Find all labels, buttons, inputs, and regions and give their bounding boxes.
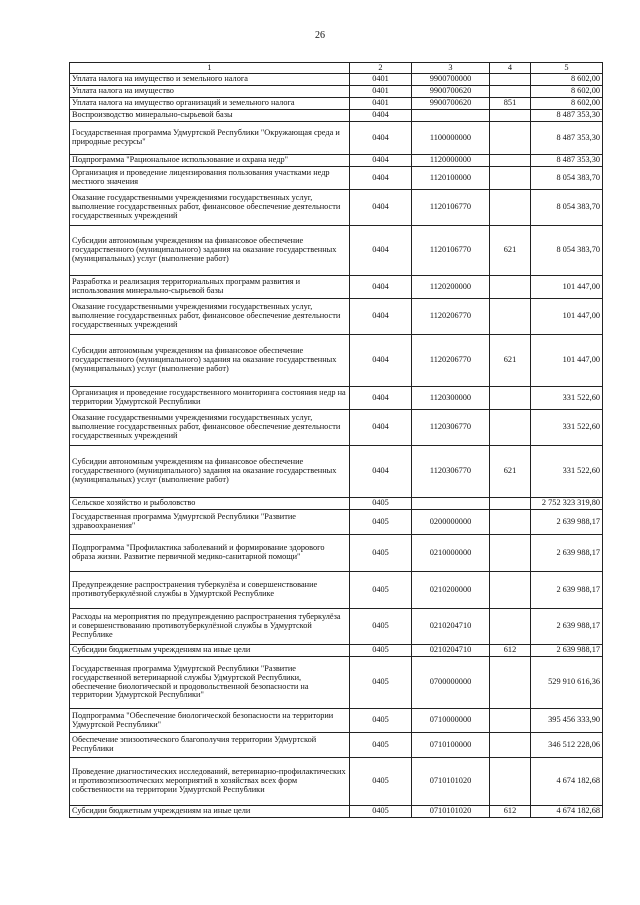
row-name-cell: Уплата налога на имущество (70, 86, 350, 98)
row-section-cell: 0405 (350, 645, 412, 657)
row-sum-cell: 2 639 988,17 (531, 572, 603, 609)
row-csr-cell (412, 498, 490, 510)
row-name-cell: Обеспечение эпизоотического благополучия территории Удмуртской Республики (70, 733, 350, 758)
table-row (70, 806, 603, 818)
row-sum-cell: 8 602,00 (531, 98, 603, 110)
row-name-cell: Субсидии автономным учреждениям на финансовое обеспечение государственного (муниципального) задания на оказание государственных (муниципальных) услуг (выполнение работ) (70, 226, 350, 276)
row-name-cell: Оказание государственными учреждениями государственных услуг, выполнение государственных работ, финансовое обеспечение деятельности государственных учреждений (70, 410, 350, 446)
row-csr-cell: 0210204710 (412, 645, 490, 657)
row-section-cell: 0404 (350, 155, 412, 167)
row-sum-cell: 331 522,60 (531, 446, 603, 498)
row-section-cell: 0404 (350, 387, 412, 410)
table-row (70, 167, 603, 190)
row-sum-cell: 331 522,60 (531, 410, 603, 446)
row-sum-cell: 101 447,00 (531, 335, 603, 387)
row-vr-cell (490, 387, 531, 410)
row-name-cell: Расходы на мероприятия по предупреждению распространения туберкулёза и совершенствованию противотуберкулёзной службы в Удмуртской Республике (70, 609, 350, 645)
row-section-cell: 0404 (350, 190, 412, 226)
row-vr-cell (490, 510, 531, 535)
header-cell-section: 2 (350, 63, 412, 74)
row-name-cell: Воспроизводство минерально-сырьевой базы (70, 110, 350, 122)
row-csr-cell (412, 110, 490, 122)
table-row (70, 709, 603, 733)
table-row (70, 645, 603, 657)
table-row (70, 226, 603, 276)
header-cell-csr: 3 (412, 63, 490, 74)
row-name-cell: Субсидии бюджетным учреждениям на иные цели (70, 806, 350, 818)
header-cell-vr: 4 (490, 63, 531, 74)
row-section-cell: 0404 (350, 167, 412, 190)
row-vr-cell (490, 709, 531, 733)
table-row (70, 86, 603, 98)
table-row (70, 657, 603, 709)
row-section-cell: 0404 (350, 446, 412, 498)
row-name-cell: Уплата налога на имущество организаций и земельного налога (70, 98, 350, 110)
row-csr-cell: 1100000000 (412, 122, 490, 155)
row-name-cell: Уплата налога на имущество и земельного налога (70, 74, 350, 86)
row-section-cell: 0404 (350, 226, 412, 276)
row-section-cell: 0404 (350, 276, 412, 299)
row-sum-cell: 8 602,00 (531, 74, 603, 86)
row-csr-cell: 0710100000 (412, 733, 490, 758)
row-vr-cell: 621 (490, 335, 531, 387)
row-section-cell: 0401 (350, 74, 412, 86)
row-sum-cell: 8 054 383,70 (531, 167, 603, 190)
row-vr-cell (490, 733, 531, 758)
row-vr-cell: 621 (490, 226, 531, 276)
row-sum-cell: 4 674 182,68 (531, 806, 603, 818)
table-row (70, 335, 603, 387)
row-name-cell: Государственная программа Удмуртской Республики "Развитие государственной ветеринарной службы Удмуртской Республики, обеспечение биологической и продовольственной безопасности на территории Удмуртской Республики" (70, 657, 350, 709)
row-sum-cell: 2 639 988,17 (531, 609, 603, 645)
row-name-cell: Организация и проведение лицензирования пользования участками недр местного значения (70, 167, 350, 190)
row-vr-cell (490, 657, 531, 709)
row-vr-cell (490, 122, 531, 155)
row-sum-cell: 8 054 383,70 (531, 226, 603, 276)
row-section-cell: 0405 (350, 657, 412, 709)
row-name-cell: Субсидии автономным учреждениям на финансовое обеспечение государственного (муниципального) задания на оказание государственных (муниципальных) услуг (выполнение работ) (70, 446, 350, 498)
header-cell-sum: 5 (531, 63, 603, 74)
row-vr-cell (490, 498, 531, 510)
row-csr-cell: 0200000000 (412, 510, 490, 535)
row-csr-cell: 0210000000 (412, 535, 490, 572)
row-sum-cell: 346 512 228,06 (531, 733, 603, 758)
header-row (70, 63, 603, 74)
row-csr-cell: 1120306770 (412, 446, 490, 498)
row-name-cell: Субсидии бюджетным учреждениям на иные цели (70, 645, 350, 657)
row-vr-cell (490, 190, 531, 226)
row-vr-cell: 612 (490, 806, 531, 818)
header-cell-name: 1 (70, 63, 350, 74)
table-row (70, 535, 603, 572)
row-section-cell: 0404 (350, 110, 412, 122)
row-sum-cell: 101 447,00 (531, 299, 603, 335)
table-row (70, 733, 603, 758)
row-name-cell: Подпрограмма "Обеспечение биологической безопасности на территории Удмуртской Республики" (70, 709, 350, 733)
row-vr-cell: 612 (490, 645, 531, 657)
row-name-cell: Сельское хозяйство и рыболовство (70, 498, 350, 510)
row-vr-cell: 851 (490, 98, 531, 110)
budget-table (69, 62, 603, 818)
row-csr-cell: 1120300000 (412, 387, 490, 410)
row-csr-cell: 0710000000 (412, 709, 490, 733)
row-vr-cell (490, 572, 531, 609)
row-vr-cell (490, 276, 531, 299)
table-body (70, 74, 603, 818)
row-csr-cell: 1120206770 (412, 335, 490, 387)
row-csr-cell: 0710101020 (412, 806, 490, 818)
row-name-cell: Оказание государственными учреждениями государственных услуг, выполнение государственных работ, финансовое обеспечение деятельности государственных учреждений (70, 299, 350, 335)
row-csr-cell: 0700000000 (412, 657, 490, 709)
table-header (70, 63, 603, 74)
row-sum-cell: 331 522,60 (531, 387, 603, 410)
row-section-cell: 0405 (350, 510, 412, 535)
table-row (70, 609, 603, 645)
row-name-cell: Предупреждение распространения туберкулёза и совершенствование противотуберкулёзной службы в Удмуртской Республике (70, 572, 350, 609)
row-csr-cell: 9900700000 (412, 74, 490, 86)
row-vr-cell (490, 110, 531, 122)
row-vr-cell (490, 410, 531, 446)
row-section-cell: 0405 (350, 498, 412, 510)
table-row (70, 498, 603, 510)
row-csr-cell: 0710101020 (412, 758, 490, 806)
row-csr-cell: 1120106770 (412, 226, 490, 276)
row-name-cell: Организация и проведение государственного мониторинга состояния недр на территории Удмуртской Республики (70, 387, 350, 410)
row-section-cell: 0404 (350, 410, 412, 446)
table-row (70, 299, 603, 335)
table-row (70, 572, 603, 609)
row-sum-cell: 2 639 988,17 (531, 510, 603, 535)
table-row (70, 74, 603, 86)
row-section-cell: 0401 (350, 86, 412, 98)
row-name-cell: Подпрограмма "Профилактика заболеваний и формирование здорового образа жизни. Развитие первичной медико-санитарной помощи" (70, 535, 350, 572)
row-csr-cell: 1120000000 (412, 155, 490, 167)
row-section-cell: 0405 (350, 806, 412, 818)
row-vr-cell (490, 609, 531, 645)
row-section-cell: 0401 (350, 98, 412, 110)
row-sum-cell: 2 639 988,17 (531, 535, 603, 572)
table-row (70, 410, 603, 446)
page-number: 26 (315, 30, 325, 41)
row-name-cell: Проведение диагностических исследований, ветеринарно-профилактических и противоэпизоотических мероприятий в хозяйствах всех форм собственности на территории Удмуртской Республики (70, 758, 350, 806)
row-name-cell: Государственная программа Удмуртской Республики "Развитие здравоохранения" (70, 510, 350, 535)
row-csr-cell: 1120100000 (412, 167, 490, 190)
table-row (70, 758, 603, 806)
row-vr-cell (490, 758, 531, 806)
row-section-cell: 0404 (350, 122, 412, 155)
row-name-cell: Субсидии автономным учреждениям на финансовое обеспечение государственного (муниципального) задания на оказание государственных (муниципальных) услуг (выполнение работ) (70, 335, 350, 387)
table-row (70, 122, 603, 155)
row-name-cell: Разработка и реализация территориальных программ развития и использования минерально-сырьевой базы (70, 276, 350, 299)
table-row (70, 98, 603, 110)
row-sum-cell: 8 602,00 (531, 86, 603, 98)
row-sum-cell: 101 447,00 (531, 276, 603, 299)
row-sum-cell: 395 456 333,90 (531, 709, 603, 733)
row-sum-cell: 8 054 383,70 (531, 190, 603, 226)
row-sum-cell: 529 910 616,36 (531, 657, 603, 709)
row-csr-cell: 9900700620 (412, 86, 490, 98)
table-row (70, 276, 603, 299)
row-sum-cell: 8 487 353,30 (531, 110, 603, 122)
row-section-cell: 0405 (350, 535, 412, 572)
table-row (70, 446, 603, 498)
row-vr-cell (490, 86, 531, 98)
row-csr-cell: 1120200000 (412, 276, 490, 299)
row-section-cell: 0405 (350, 733, 412, 758)
row-vr-cell (490, 74, 531, 86)
row-vr-cell (490, 535, 531, 572)
row-sum-cell: 8 487 353,30 (531, 122, 603, 155)
row-section-cell: 0405 (350, 758, 412, 806)
row-section-cell: 0404 (350, 335, 412, 387)
row-section-cell: 0404 (350, 299, 412, 335)
row-csr-cell: 9900700620 (412, 98, 490, 110)
table-row (70, 190, 603, 226)
row-section-cell: 0405 (350, 609, 412, 645)
row-csr-cell: 0210204710 (412, 609, 490, 645)
row-name-cell: Подпрограмма "Рациональное использование и охрана недр" (70, 155, 350, 167)
table-row (70, 155, 603, 167)
row-sum-cell: 2 752 323 319,80 (531, 498, 603, 510)
row-name-cell: Государственная программа Удмуртской Республики "Окружающая среда и природные ресурсы" (70, 122, 350, 155)
row-vr-cell: 621 (490, 446, 531, 498)
row-csr-cell: 1120206770 (412, 299, 490, 335)
row-vr-cell (490, 155, 531, 167)
table-row (70, 110, 603, 122)
table-row (70, 510, 603, 535)
row-section-cell: 0405 (350, 709, 412, 733)
row-csr-cell: 0210200000 (412, 572, 490, 609)
row-vr-cell (490, 299, 531, 335)
row-csr-cell: 1120106770 (412, 190, 490, 226)
row-csr-cell: 1120306770 (412, 410, 490, 446)
table-row (70, 387, 603, 410)
row-vr-cell (490, 167, 531, 190)
row-sum-cell: 8 487 353,30 (531, 155, 603, 167)
row-section-cell: 0405 (350, 572, 412, 609)
row-sum-cell: 2 639 988,17 (531, 645, 603, 657)
row-name-cell: Оказание государственными учреждениями государственных услуг, выполнение государственных работ, финансовое обеспечение деятельности государственных учреждений (70, 190, 350, 226)
row-sum-cell: 4 674 182,68 (531, 758, 603, 806)
